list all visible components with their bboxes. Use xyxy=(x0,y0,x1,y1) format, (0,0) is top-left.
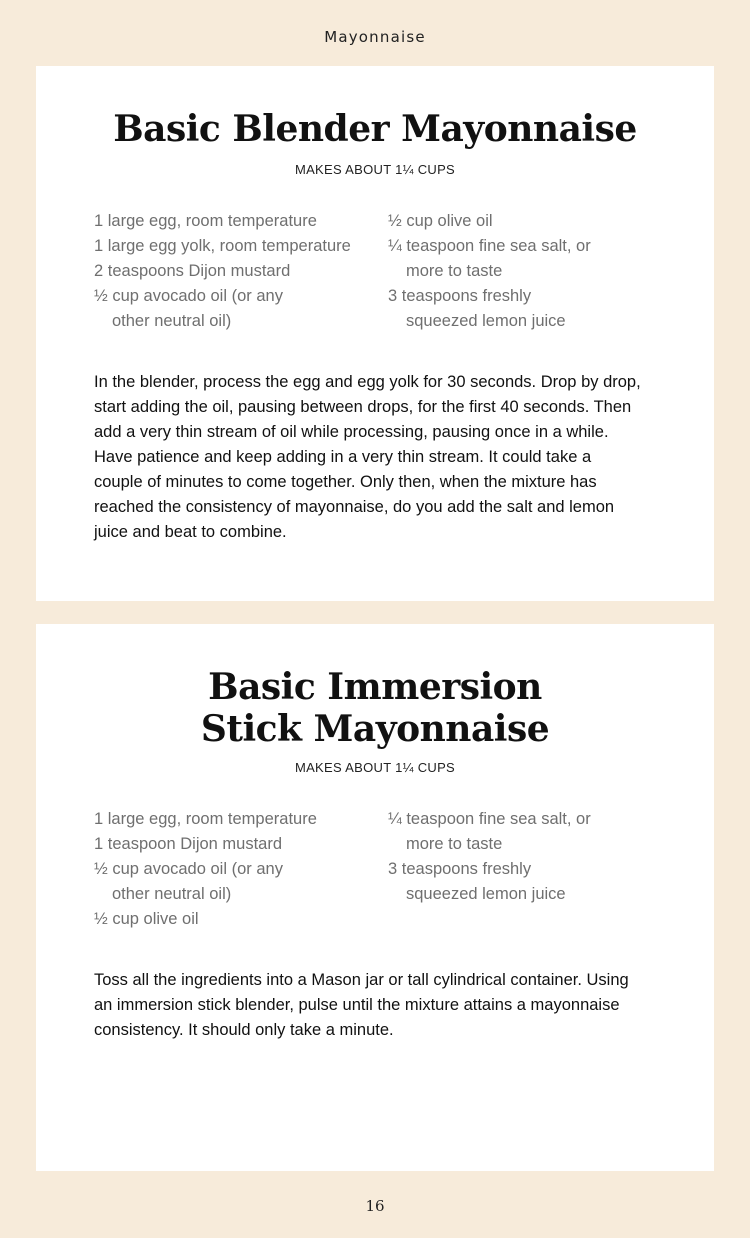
recipe-method: In the blender, process the egg and egg yolk for 30 seconds. Drop by drop, start adding the oil, pausing between drops, for the first 40 seconds. Then add a very thin stream of oil while processing, pausing once in a while. Have patience and keep adding in a very thin stream. It could take a couple of minutes to come together. Only then, when the mixture has reached the consistency of mayonnaise, do you add the salt and lemon juice and beat to combine. xyxy=(94,373,641,541)
ingredient-column-left xyxy=(94,209,388,334)
ingredient-item: 1 teaspoon Dijon mustard xyxy=(94,835,283,853)
ingredient-column-right xyxy=(388,209,682,334)
recipe-method: Toss all the ingredients into a Mason jar or tall cylindrical container. Using an immersion stick blender, pulse until the mixture attains a mayonnaise consistency. It should only take a minute. xyxy=(94,971,629,1039)
ingredient-item: ½ cup avocado oil (or any other neutral oil) xyxy=(94,287,283,330)
ingredient-column-left xyxy=(94,807,388,932)
recipe-title: Basic Immersion Stick Mayonnaise xyxy=(200,666,550,750)
ingredient-item: ¼ teaspoon fine sea salt, or more to taste xyxy=(388,810,591,853)
ingredient-list xyxy=(94,807,714,932)
ingredient-item: ½ cup olive oil xyxy=(94,910,199,928)
recipe-title: Basic Blender Mayonnaise xyxy=(113,108,637,150)
recipe-yield: MAKES ABOUT 1¼ CUPS xyxy=(294,162,456,177)
ingredient-item: 1 large egg yolk, room temperature xyxy=(94,237,351,255)
page-number: 16 xyxy=(365,1197,385,1215)
ingredient-column-right xyxy=(388,807,682,932)
running-head: Mayonnaise xyxy=(324,28,426,46)
ingredient-list xyxy=(94,209,714,334)
recipe-card-blender xyxy=(36,66,714,601)
recipe-yield: MAKES ABOUT 1¼ CUPS xyxy=(294,760,456,775)
recipe-card-immersion xyxy=(36,624,714,1171)
ingredient-item: 1 large egg, room temperature xyxy=(94,810,317,828)
ingredient-item: 3 teaspoons freshly squeezed lemon juice xyxy=(388,860,566,903)
ingredient-item: ½ cup avocado oil (or any other neutral oil) xyxy=(94,860,283,903)
ingredient-item: 3 teaspoons freshly squeezed lemon juice xyxy=(388,287,566,330)
ingredient-item: ¼ teaspoon fine sea salt, or more to taste xyxy=(388,237,591,280)
ingredient-item: 1 large egg, room temperature xyxy=(94,212,317,230)
ingredient-item: ½ cup olive oil xyxy=(388,212,493,230)
ingredient-item: 2 teaspoons Dijon mustard xyxy=(94,262,291,280)
